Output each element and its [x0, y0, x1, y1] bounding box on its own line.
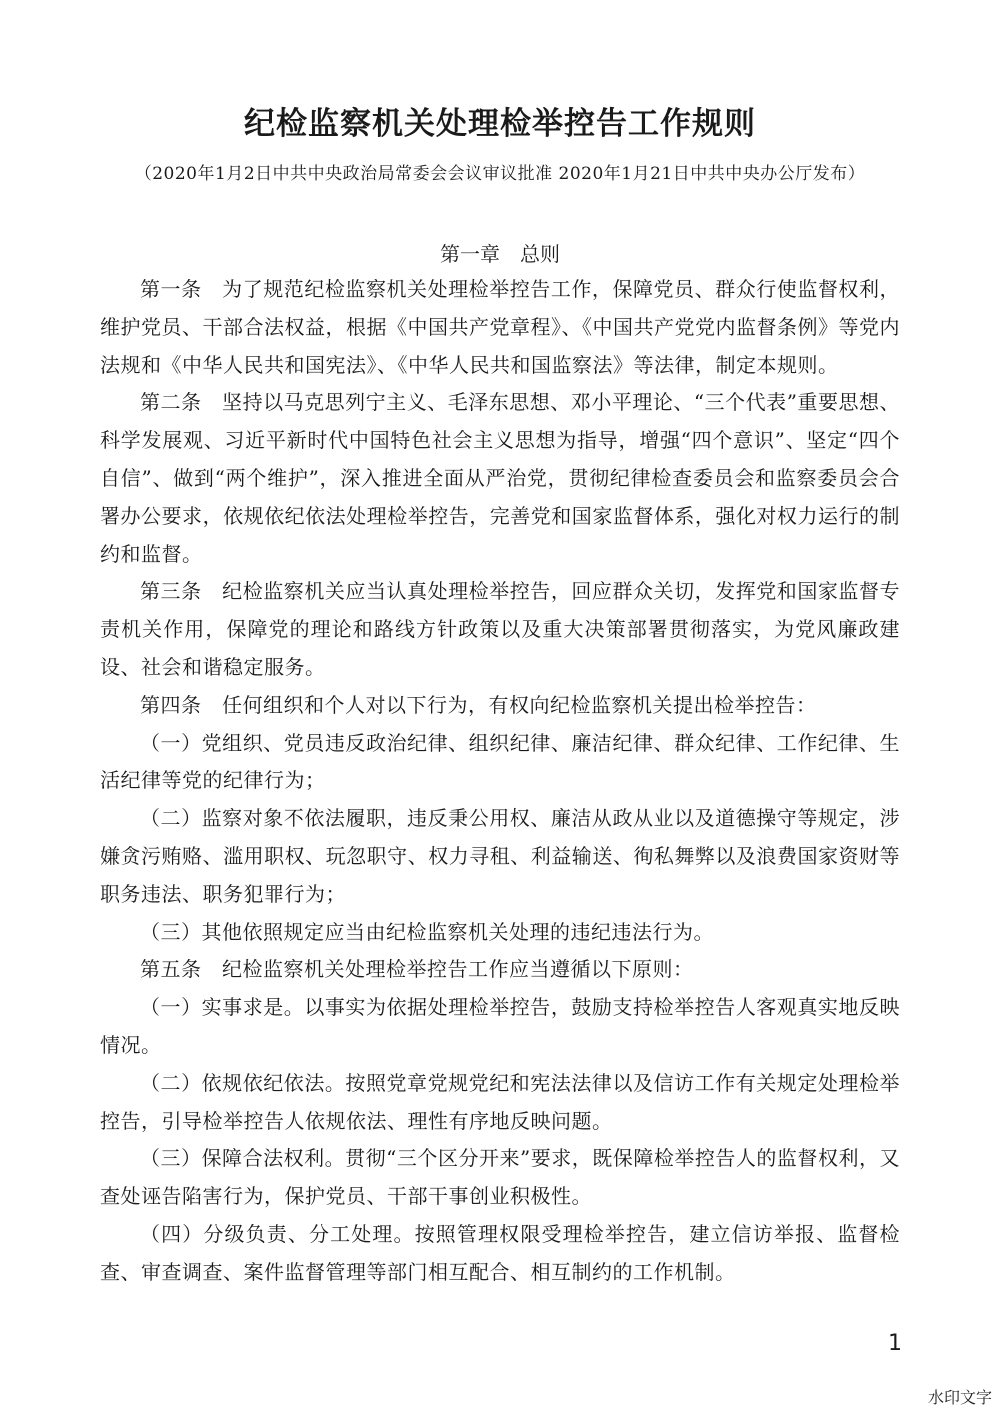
paragraph: 第一条 为了规范纪检监察机关处理检举控告工作，保障党员、群众行使监督权利，维护党员、干部合法权益，根据《中国共产党章程》、《中国共产党党内监督条例》等党内法规和《中华人民共和国宪法》、《中华人民共和国监察法》等法律，制定本规则。 [100, 277, 900, 377]
watermark-text: 水印文字 [928, 1388, 993, 1407]
paragraph: （二）依规依纪依法。按照党章党规党纪和宪法法律以及信访工作有关规定处理检举控告，引导检举控告人依规依法、理性有序地反映问题。 [100, 1070, 900, 1133]
paragraph: （一）党组织、党员违反政治纪律、组织纪律、廉洁纪律、群众纪律、工作纪律、生活纪律等党的纪律行为； [100, 730, 900, 793]
document-body [100, 271, 900, 1292]
paragraph: （三）其他依照规定应当由纪检监察机关处理的违纪违法行为。 [140, 919, 714, 944]
paragraph: （一）实事求是。以事实为依据处理检举控告，鼓励支持检举控告人客观真实地反映情况。 [100, 995, 900, 1057]
chapter-title: 第一章 总则 [440, 242, 560, 266]
paragraph: 第二条 坚持以马克思列宁主义、毛泽东思想、邓小平理论、“三个代表”重要思想、科学发展观、习近平新时代中国特色社会主义思想为指导，增强“四个意识”、坚定“四个自信”、做到“两个维护”，深入推进全面从严治党，贯彻纪律检查委员会和监察委员会合署办公要求，依规依纪依法处理检举控告，完善党和国家监督体系，强化对权力运行的制约和监督。 [100, 390, 900, 566]
page-number: 1 [888, 1331, 902, 1356]
paragraph: （二）监察对象不依法履职，违反秉公用权、廉洁从政从业以及道德操守等规定，涉嫌贪污贿赂、滥用职权、玩忽职守、权力寻租、利益输送、徇私舞弊以及浪费国家资财等职务违法、职务犯罪行为； [100, 806, 900, 906]
paragraph: 第三条 纪检监察机关应当认真处理检举控告，回应群众关切，发挥党和国家监督专责机关作用，保障党的理论和路线方针政策以及重大决策部署贯彻落实，为党风廉政建设、社会和谐稳定服务。 [100, 579, 900, 679]
document-title: 纪检监察机关处理检举控告工作规则 [244, 106, 756, 142]
paragraph: （四）分级负责、分工处理。按照管理权限受理检举控告，建立信访举报、监督检查、审查调查、案件监督管理等部门相互配合、相互制约的工作机制。 [100, 1221, 900, 1284]
paragraph: 第四条 任何组织和个人对以下行为，有权向纪检监察机关提出检举控告： [140, 692, 817, 717]
document-subtitle: （2020年1月2日中共中央政治局常委会会议审议批准 2020年1月21日中共中央办公厅发布） [134, 164, 866, 184]
paragraph: （三）保障合法权利。贯彻“三个区分开来”要求，既保障检举控告人的监督权利，又查处诬告陷害行为，保护党员、干部干事创业积极性。 [100, 1146, 900, 1209]
paragraph: 第五条 纪检监察机关处理检举控告工作应当遵循以下原则： [140, 957, 694, 982]
